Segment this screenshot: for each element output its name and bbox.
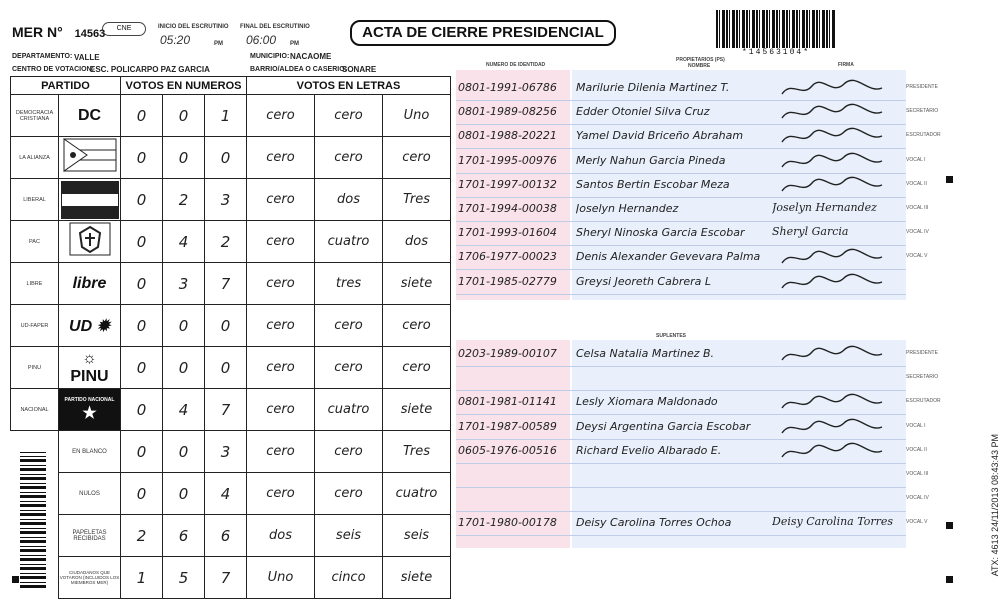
word-cell[interactable]: cero [247,179,315,221]
party-name: LIBERAL [11,179,59,221]
pinu-logo-text: PINU [70,367,109,385]
word-cell[interactable]: seis [315,515,383,557]
word-cell[interactable]: cero [315,347,383,389]
start-label: INICIO DEL ESCRUTINIO [158,24,229,30]
special-row-label: CIUDADANOS QUE VOTARON (INCLUIDOS LOS MIEMBROS MER) [59,557,121,599]
role-label: VOCAL V [906,253,928,260]
word-cell[interactable]: cero [383,305,451,347]
identity-field[interactable]: 1701-1980-00178 [458,516,557,530]
person-row [456,513,906,536]
party-name: LIBRE [11,263,59,305]
name-field[interactable]: Marilurie Dilenia Martinez T. [576,81,730,94]
identity-field[interactable]: 1701-1994-00038 [458,202,557,215]
name-field[interactable]: Deisy Carolina Torres Ochoa [576,516,732,530]
digit-cell[interactable]: 1 [205,95,247,137]
start-time: 05:20 [160,33,191,47]
digit-cell[interactable]: 5 [163,557,205,599]
mer-label: MER N° [12,24,63,40]
digit-cell[interactable]: 1 [121,557,163,599]
digit-cell[interactable]: 7 [205,557,247,599]
signature-scribble-icon [772,247,902,269]
word-cell[interactable]: siete [383,557,451,599]
identity-field[interactable]: 1701-1997-00132 [458,177,557,191]
municipio-value: NACAOME [290,52,332,61]
role-label: VOCAL I [906,156,926,163]
name-field[interactable]: Richard Evelio Albarado E. [576,443,722,457]
mer-number [12,24,105,40]
digit-cell[interactable]: 0 [163,95,205,137]
end-label: FINAL DEL ESCRUTINIO [240,24,310,30]
cne-logo-icon: CNE [102,22,146,36]
digit-cell[interactable]: 0 [121,137,163,179]
table-row [11,95,451,137]
word-cell[interactable]: cero [383,137,451,179]
table-row [11,179,451,221]
name-field[interactable]: Merly Nahun Garcia Pineda [576,153,726,167]
identity-field[interactable]: 0605-1976-00516 [458,443,557,457]
word-cell[interactable]: cero [315,137,383,179]
signature-scribble-icon [772,175,902,197]
signature-scribble-icon [772,441,902,463]
registration-mark [946,576,953,583]
table-row [11,221,451,263]
role-label: VOCAL V [906,519,928,526]
word-cell[interactable]: cero [247,221,315,263]
word-cell[interactable]: dos [315,179,383,221]
identity-field[interactable]: 1701-1987-00589 [458,419,557,433]
end-time: 06:00 [246,33,277,47]
person-row [456,344,906,367]
word-cell[interactable]: seis [383,515,451,557]
ud-logo-text: UD [69,317,93,335]
party-name: PAC [11,221,59,263]
departamento-label: DEPARTAMENTO: [12,53,73,60]
barcode-icon [716,10,836,48]
digit-cell[interactable]: 0 [163,137,205,179]
identity-field[interactable]: 0801-1988-20221 [458,129,557,143]
table-row [11,347,451,389]
person-row [456,102,906,125]
word-cell[interactable]: cero [247,95,315,137]
name-field[interactable]: Joselyn Hernandez [576,202,679,215]
suplentes-header: SUPLENTES [656,333,687,339]
end-pm: PM [290,41,299,47]
word-cell[interactable]: Uno [383,95,451,137]
signature-scribble-icon [772,102,902,124]
digit-cell[interactable]: 3 [205,179,247,221]
digit-cell[interactable]: 0 [205,305,247,347]
person-row [456,126,906,149]
signature-scribble-icon [772,151,902,173]
role-label: VOCAL I [906,422,926,429]
digit-cell[interactable]: 3 [163,263,205,305]
party-name: LA ALIANZA [11,137,59,179]
word-cell[interactable]: dos [247,515,315,557]
identity-field[interactable]: 0801-1991-06786 [458,81,557,94]
name-field[interactable]: Edder Otoniel Silva Cruz [576,105,710,119]
person-row [456,489,906,512]
role-label: VOCAL IV [906,495,929,502]
role-label: PRESIDENTE [906,350,938,356]
pinu-logo-icon: ☼ PINU [59,347,121,389]
digit-cell[interactable]: 2 [163,179,205,221]
word-cell[interactable]: dos [383,221,451,263]
word-cell[interactable]: cero [247,347,315,389]
party-name: NACIONAL [11,389,59,431]
identity-field[interactable]: 0203-1989-00107 [458,347,557,360]
pac-emblem-icon [59,221,121,263]
signature-scribble-icon [772,417,902,439]
signature-scribble-icon [772,392,902,414]
special-row-label: EN BLANCO [59,431,121,473]
word-cell[interactable]: cero [247,137,315,179]
person-row [456,78,906,101]
digit-cell[interactable]: 0 [205,137,247,179]
registration-mark [12,576,19,583]
word-cell[interactable]: siete [383,389,451,431]
name-field[interactable]: Greysi Jeoreth Cabrera L [576,274,712,288]
word-cell[interactable]: cero [247,473,315,515]
role-label: PRESIDENTE [906,84,938,90]
name-field[interactable]: Santos Bertin Escobar Meza [576,177,730,191]
digit-cell[interactable]: 0 [163,431,205,473]
name-field[interactable]: Sheryl Ninoska Garcia Escobar [576,226,745,240]
id-header: NUMERO DE IDENTIDAD [486,62,546,68]
party-name: UD-FAPER [11,305,59,347]
table-row [11,473,451,515]
role-label: VOCAL III [906,205,929,211]
name-field[interactable]: Celsa Natalia Martinez B. [576,347,715,360]
table-row [11,137,451,179]
person-row [456,199,906,222]
digit-cell[interactable]: 0 [163,347,205,389]
identity-field[interactable]: 0801-1989-08256 [458,105,557,119]
barrio-value: SONARE [342,65,377,74]
digit-cell[interactable]: 2 [205,221,247,263]
special-row-label: PAPELETAS RECIBIDAS [59,515,121,557]
side-print-text [2,200,8,201]
party-name: DEMOCRACIA CRISTIANA [11,95,59,137]
word-cell[interactable]: cero [315,473,383,515]
person-row [456,417,906,440]
votes-table [10,76,451,599]
person-row [456,272,906,295]
person-row [456,465,906,488]
header-letras: VOTOS EN LETRAS [247,77,451,95]
word-cell[interactable]: Tres [383,179,451,221]
party-name: PINU [11,347,59,389]
barcode-number: *14563104* [741,48,810,57]
role-label: VOCAL II [906,446,927,453]
person-row [456,151,906,174]
nacional-logo-icon: PARTIDO NACIONAL ★ [59,389,121,431]
table-row [11,515,451,557]
word-cell[interactable]: cero [247,389,315,431]
name-field[interactable]: Lesly Xiomara Maldonado [576,395,718,409]
word-cell[interactable]: cero [247,305,315,347]
identity-field[interactable]: 1706-1977-00023 [458,250,557,264]
person-row [456,392,906,415]
digit-cell[interactable]: 0 [121,431,163,473]
digit-cell[interactable]: 0 [121,389,163,431]
alianza-flag-icon [59,137,121,179]
nacional-logo-text: PARTIDO NACIONAL [64,396,115,403]
digit-cell[interactable]: 0 [205,347,247,389]
document-title: ACTA DE CIERRE PRESIDENCIAL [350,20,616,46]
word-cell[interactable]: tres [315,263,383,305]
role-label: ESCRUTADOR [906,398,941,405]
person-row [456,247,906,270]
word-cell[interactable]: cinco [315,557,383,599]
digit-cell[interactable]: 7 [205,389,247,431]
digit-cell[interactable]: 6 [163,515,205,557]
digit-cell[interactable]: 0 [121,179,163,221]
liberal-flag-icon [59,179,121,221]
registration-mark [946,176,953,183]
centro-label: CENTRO DE VOTACION: [12,66,94,73]
header-partido: PARTIDO [11,77,121,95]
digit-cell[interactable]: 0 [163,473,205,515]
side-barcode-icon [20,452,46,588]
digit-cell[interactable]: 4 [163,221,205,263]
signature-field[interactable]: Joselyn Hernandez [772,201,877,214]
digit-cell[interactable]: 0 [121,263,163,305]
person-row [456,441,906,464]
name-field[interactable]: Denis Alexander Gevevara Palma [576,250,761,264]
table-row [11,557,451,599]
table-row [11,263,451,305]
word-cell[interactable]: cero [315,305,383,347]
word-cell[interactable]: Uno [247,557,315,599]
word-cell[interactable]: cero [315,95,383,137]
person-row [456,223,906,246]
digit-cell[interactable]: 0 [163,305,205,347]
word-cell[interactable]: siete [383,263,451,305]
person-row [456,175,906,198]
digit-cell[interactable]: 3 [205,431,247,473]
name-header: NOMBRE [688,63,711,69]
table-row [11,431,451,473]
role-label: ESCRUTADOR [906,132,941,139]
footer-timestamp: ATX: 4613 24/11/2013 08:43:43 PM [990,434,1000,577]
word-cell[interactable]: cuatro [315,221,383,263]
digit-cell[interactable]: 0 [121,221,163,263]
role-label: SECRETARIO [906,108,939,115]
signature-field[interactable]: Deisy Carolina Torres [772,515,894,529]
digit-cell[interactable]: 4 [205,473,247,515]
word-cell[interactable]: cero [247,263,315,305]
centro-value: ESC. POLICARPO PAZ GARCIA [90,65,210,74]
departamento-value: VALLE [74,53,100,62]
digit-cell[interactable]: 0 [121,305,163,347]
signature-scribble-icon [772,126,902,148]
name-field[interactable]: Deysi Argentina Garcia Escobar [576,419,751,433]
table-row [11,305,451,347]
signature-field[interactable]: Sheryl Garcia [772,225,849,239]
word-cell[interactable]: cuatro [383,473,451,515]
start-pm: PM [214,41,223,47]
digit-cell[interactable]: 0 [121,347,163,389]
libre-logo-icon: libre [59,263,121,305]
digit-cell[interactable]: 2 [121,515,163,557]
digit-cell[interactable]: 0 [121,473,163,515]
signature-scribble-icon [772,272,902,294]
header-numeros: VOTOS EN NUMEROS [121,77,247,95]
ud-logo-icon: UD ✹ [59,305,121,347]
special-row-label: NULOS [59,473,121,515]
word-cell[interactable]: Tres [383,431,451,473]
digit-cell[interactable]: 0 [121,95,163,137]
identity-field[interactable]: 1701-1995-00976 [458,153,557,167]
digit-cell[interactable]: 4 [163,389,205,431]
word-cell[interactable]: cero [247,431,315,473]
identity-field[interactable]: 0801-1981-01141 [458,395,557,409]
role-label: VOCAL II [906,180,927,187]
person-row [456,368,906,391]
sig-header: FIRMA [838,62,854,68]
identity-field[interactable]: 1701-1985-02779 [458,274,557,288]
barrio-label: BARRIO/ALDEA O CASERIO: [250,66,347,73]
digit-cell[interactable]: 7 [205,263,247,305]
dc-logo-icon: DC [59,95,121,137]
table-row [11,389,451,431]
signature-scribble-icon [772,344,902,366]
word-cell[interactable]: cuatro [315,389,383,431]
signature-scribble-icon [772,78,902,100]
municipio-label: MUNICIPIO: [250,53,290,60]
owners-header: PROPIETARIOS (PS) [676,57,725,63]
identity-field[interactable]: 1701-1993-01604 [458,226,557,240]
digit-cell[interactable]: 6 [205,515,247,557]
registration-mark [946,522,953,529]
word-cell[interactable]: cero [315,431,383,473]
name-field[interactable]: Yamel David Briceño Abraham [576,129,744,143]
mer-number-value: 14563 [74,28,106,40]
word-cell[interactable]: cero [383,347,451,389]
role-label: VOCAL IV [906,229,929,236]
role-label: VOCAL III [906,471,929,477]
role-label: SECRETARIO [906,374,939,381]
